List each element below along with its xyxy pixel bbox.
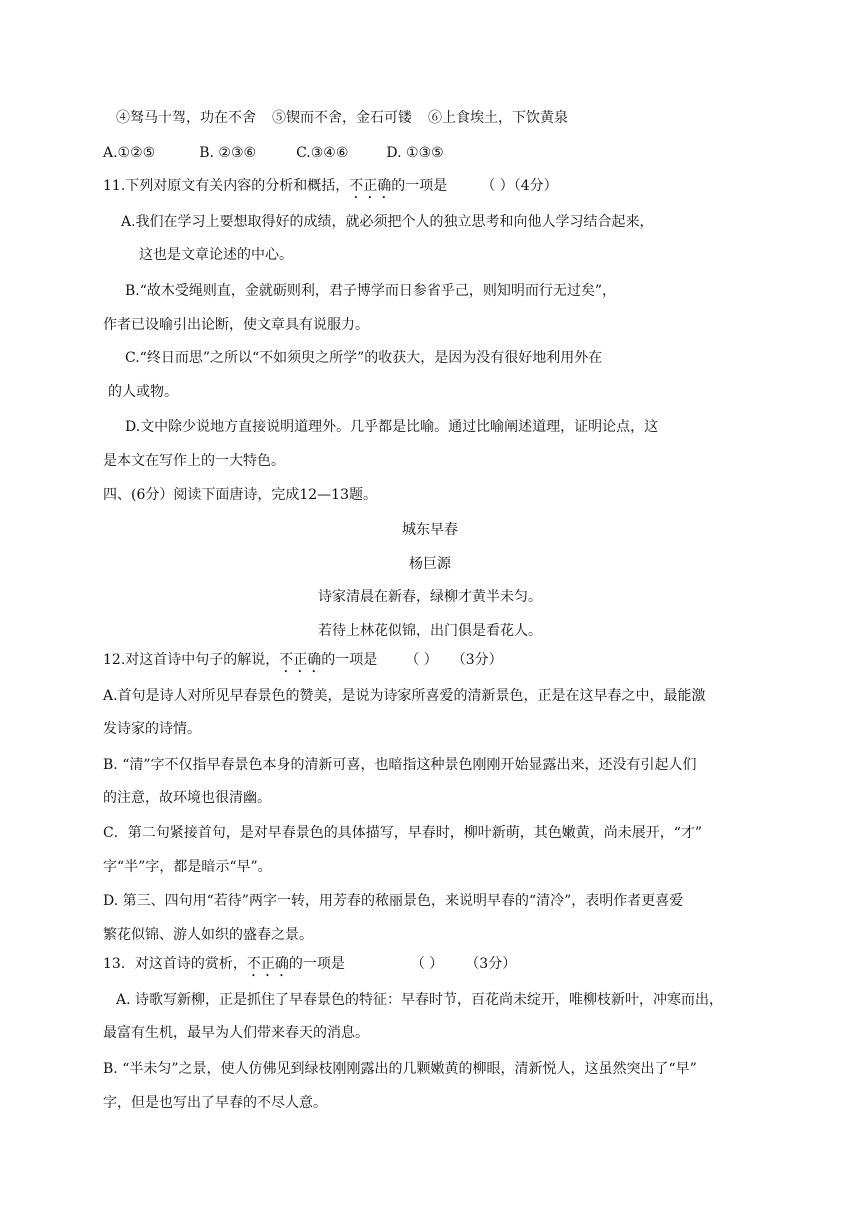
poem-author: 杨巨源 [409, 556, 451, 572]
q10-choices [103, 143, 444, 163]
q11-option-d: D.文中除少说地方直接说明道理外。几乎都是比喻。通过比喻阐述道理，证明论点，这 [125, 419, 659, 435]
q12-option-d-cont: 繁花似锦、游人如织的盛春之景。 [103, 927, 313, 943]
q11-option-c: C.“终日而思”之所以“不如须臾之所学”的收获大，是因为没有很好地利用外在 [125, 350, 603, 366]
q10-choice-c: C.③④⑥ [296, 145, 349, 161]
score: （3分） [451, 652, 503, 668]
emphasis-not-correct: 不正确 [279, 652, 322, 668]
q11-option-c-cont: 的人或物。 [108, 384, 178, 400]
poem-line-2: 若待上林花似锦，出门俱是看花人。 [318, 623, 542, 639]
answer-bracket: （ ） [410, 956, 444, 972]
q13-option-a: A. 诗歌写新柳，正是抓住了早春景色的特征：早春时节，百花尚未绽开，唯柳枝新叶，冲寒而出， [116, 992, 724, 1008]
option-item-4: ④驽马十驾，功在不舍 [116, 110, 256, 126]
q11-stem: 11.下列对原文有关内容的分析和概括，不正确的一项是 （ ）（4分） [103, 178, 558, 194]
poem-line-1: 诗家清晨在新春，绿柳才黄半未匀。 [318, 589, 542, 605]
emphasis-not-correct: 不正确 [246, 956, 289, 972]
q12-option-a-cont: 发诗家的诗情。 [103, 721, 201, 737]
q11-option-d-cont: 是本文在写作上的一大特色。 [103, 453, 285, 469]
q11-option-b: B.“故木受绳则直，金就砺则利，君子博学而日参省乎己，则知明而行无过矣”， [125, 283, 617, 299]
q11-option-a: A.我们在学习上要想取得好的成绩，就必须把个人的独立思考和向他人学习结合起来， [121, 214, 654, 230]
q12-option-d: D. 第三、四句用“若待”两字一转，用芳春的秾丽景色，来说明早春的“清冷”，表明作者更喜爱 [103, 893, 684, 909]
answer-bracket: （ ） [405, 652, 438, 668]
q12-option-b: B. “清”字不仅指早春景色本身的清新可喜，也暗指这种景色刚刚开始显露出来，还没有引起人们 [103, 757, 697, 773]
q11-option-b-cont: 作者已设喻引出论断，使文章具有说服力。 [103, 317, 369, 333]
q12-option-c: C．第二句紧接首句，是对早春景色的具体描写，早春时，柳叶新萌，其色嫩黄，尚未展开，“才” [103, 825, 703, 841]
answer-bracket: （ ）（4分） [481, 178, 558, 194]
q13-option-b-cont: 字，但是也写出了早春的不尽人意。 [103, 1095, 327, 1111]
score: （3分） [465, 956, 517, 972]
q13-option-b: B. “半未匀”之景，使人仿佛见到绿枝刚刚露出的几颗嫩黄的柳眼，清新悦人，这虽然突出了“早” [103, 1061, 697, 1077]
option-item-6: ⑥上食埃土，下饮黄泉 [428, 110, 568, 126]
q10-choice-d: D. ①③⑤ [386, 145, 444, 161]
q10-choice-b: B. ②③⑥ [199, 145, 257, 161]
q13-stem: 13．对这首诗的赏析，不正确的一项是 （ ） （3分） [103, 956, 517, 972]
q12-option-a: A.首句是诗人对所见早春景色的赞美，是说为诗家所喜爱的清新景色，正是在这早春之中，最能激 [103, 688, 706, 704]
q10-choice-a: A.①②⑤ [103, 145, 156, 161]
poem-title: 城东早春 [402, 522, 458, 538]
emphasis-not-correct: 不正确 [349, 178, 392, 194]
q11-option-a-cont: 这也是文章论述的中心。 [139, 247, 293, 263]
q12-option-b-cont: 的注意，故环境也很清幽。 [103, 790, 271, 806]
q12-stem: 12.对这首诗中句子的解说，不正确的一项是 （ ） （3分） [103, 652, 503, 668]
q10-options-items [116, 108, 568, 128]
q13-option-a-cont: 最富有生机，最早为人们带来春天的消息。 [103, 1025, 369, 1041]
q12-option-c-cont: 字“半”字，都是暗示“早”。 [103, 859, 272, 875]
option-item-5: ⑤锲而不舍，金石可镂 [272, 110, 412, 126]
section-4-heading: 四、(6分）阅读下面唐诗，完成12—13题。 [103, 487, 377, 503]
